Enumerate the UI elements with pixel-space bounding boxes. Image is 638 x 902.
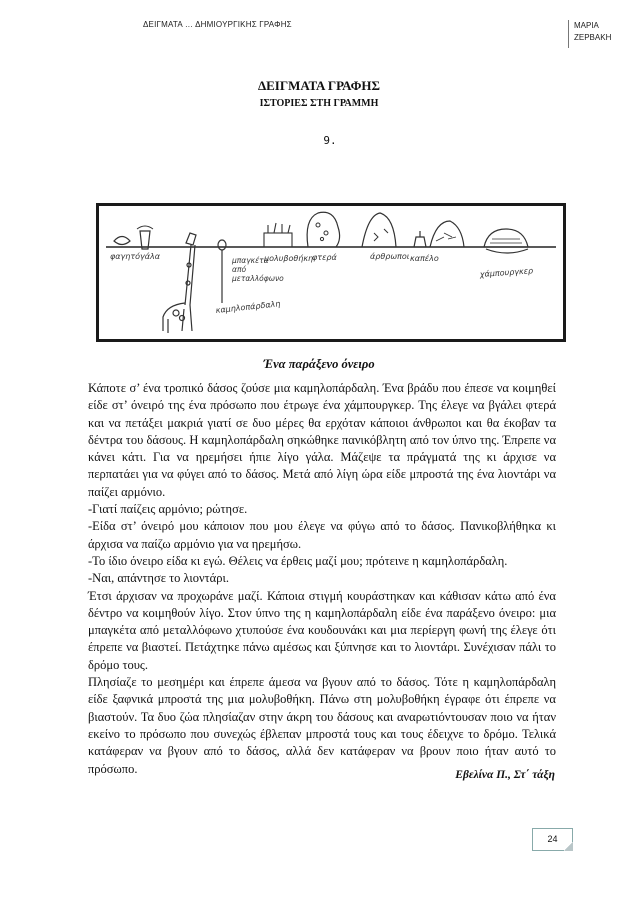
story-author: Εβελίνα Π., Στ΄ τάξη: [455, 769, 555, 781]
story-paragraph: -Είδα στ’ όνειρό μου κάποιον που μου έλεγε να φύγω από το δάσος. Πανικοβλήθηκα κι άρχισα να παίζω αρμόνιο για να ηρεμήσω.: [88, 519, 556, 551]
story-paragraph: -Γιατί παίζεις αρμόνιο; ρώτησε.: [88, 502, 248, 517]
story-title: Ένα παράξενο όνειρο: [263, 357, 375, 371]
story-paragraph: -Ναι, απάντησε το λιοντάρι.: [88, 571, 229, 586]
drawing-label: γάλα: [140, 252, 161, 261]
header-author-surname: ΖΕΡΒΑΚΗ: [574, 33, 612, 42]
page-number: 24: [547, 834, 558, 844]
story-number: 9.: [323, 134, 337, 147]
drawing-label: καπέλο: [410, 254, 439, 263]
drawing-label: μπαγκέτα: [232, 256, 269, 265]
page-title: ΔΕΙΓΜΑΤΑ ΓΡΑΦΗΣ: [257, 78, 380, 93]
drawing-label: καμηλοπάρδαλη: [215, 299, 281, 315]
header-author-firstname: ΜΑΡΙΑ: [574, 21, 599, 30]
giraffe-sketch: [163, 233, 196, 333]
story-drawing: [96, 203, 566, 342]
story-body: [88, 380, 556, 778]
lips-sketch: [114, 237, 130, 245]
drawing-label: από: [232, 265, 247, 274]
drawing-label: μεταλλόφωνο: [232, 274, 284, 283]
people-sketch: [362, 213, 396, 247]
story-paragraph: Πλησίαζε το μεσημέρι και έπρεπε άμεσα να βγουν από το δάσος. Τότε η καμηλοπάρδαλη είδε ξαφνικά μπροστά της μια μολυβοθήκη. Πάνω στη μολυβοθήκη έγραφε ότι έπρεπε να βιαστούν. Τα δυο ζώα πλησίαζαν στην άκρη του δάσους και αναρωτιόντουσαν ποιο να ήταν εκείνο το πρόσωπο που συνεχώς έβλεπαν μπροστά τους και τους έδειχνε το δρόμο. Τελικά κατάφεραν να βγουν από το δάσος, αλλά δεν κατάφεραν να βρουν ποιο ήταν αυτό το πρόσωπο.: [88, 675, 556, 776]
page-corner-fold: [564, 842, 573, 851]
hamburger-sketch: [484, 229, 528, 253]
drawing-label: φαγητό: [110, 252, 141, 261]
mallet-sketch: [218, 240, 226, 303]
header-author: [568, 20, 611, 48]
story-paragraph: -Το ίδιο όνειρο είδα κι εγώ. Θέλεις να έρθεις μαζί μου; πρότεινε η καμηλοπάρδαλη.: [88, 553, 508, 568]
header-title: ΔΕΙΓΜΑΤΑ … ΔΗΜΙΟΥΡΓΙΚΗΣ ΓΡΑΦΗΣ: [143, 20, 292, 29]
story-paragraph: Έτσι άρχισαν να προχωράνε μαζί. Κάποια στιγμή κουράστηκαν και κάθισαν κάτω από ένα δέντρο να κοιμηθούν λίγο. Στον ύπνο της η καμηλοπάρδαλη είδε ένα παράξενο όνειρο: μια μπαγκέτα από μεταλλόφωνο χτυπούσε ένα κουδουνάκι και μια περίεργη φωνή της έλεγε ότι έπρεπε να βιαστεί. Πετάχτηκε πάνω αμέσως και ξύπνησε και το λιοντάρι. Συνέχισαν πάλι το δρόμο τους.: [88, 588, 556, 672]
pencil-case-sketch: [264, 223, 292, 247]
drawing-label: άρθρωποι: [370, 252, 410, 261]
page-number-box: [532, 828, 573, 851]
drawing-label: μολυβοθήκη: [264, 254, 314, 263]
drawing-label: χάμπουργκερ: [479, 266, 534, 279]
story-paragraph: Κάποτε σ’ ένα τροπικό δάσος ζούσε μια καμηλοπάρδαλη. Ένα βράδυ που έπεσε να κοιμηθεί είδε στ’ όνειρό της ένα πρόσωπο που έτρωγε ένα χάμπουργκερ. Της έλεγε να βγάλει φτερά και να πετάξει μακριά γιατί σε δυο μέρες θα ερχόταν κάποιοι άνθρωποι και θα έκοβαν τα δέντρα του δάσους. Η καμηλοπάρδαλη σηκώθηκε πανικόβλητη από τον ύπνο της. Έπρεπε να κάνει κάτι. Για να ηρεμήσει ήπιε λίγο γάλα. Μάζεψε τα πράγματά της κι άρχισε να περπατάει για να φύγει από το δάσος. Μετά από λίγη ώρα είδε μπροστά της ένα λιοντάρι να παίζει αρμόνιο.: [88, 381, 556, 499]
drawing-label: φτερά: [312, 253, 337, 262]
page-subtitle: ΙΣΤΟΡΙΕΣ ΣΤΗ ΓΡΑΜΜΗ: [259, 98, 379, 109]
bell-sketch: [414, 231, 426, 247]
feathers-sketch: [307, 212, 339, 247]
